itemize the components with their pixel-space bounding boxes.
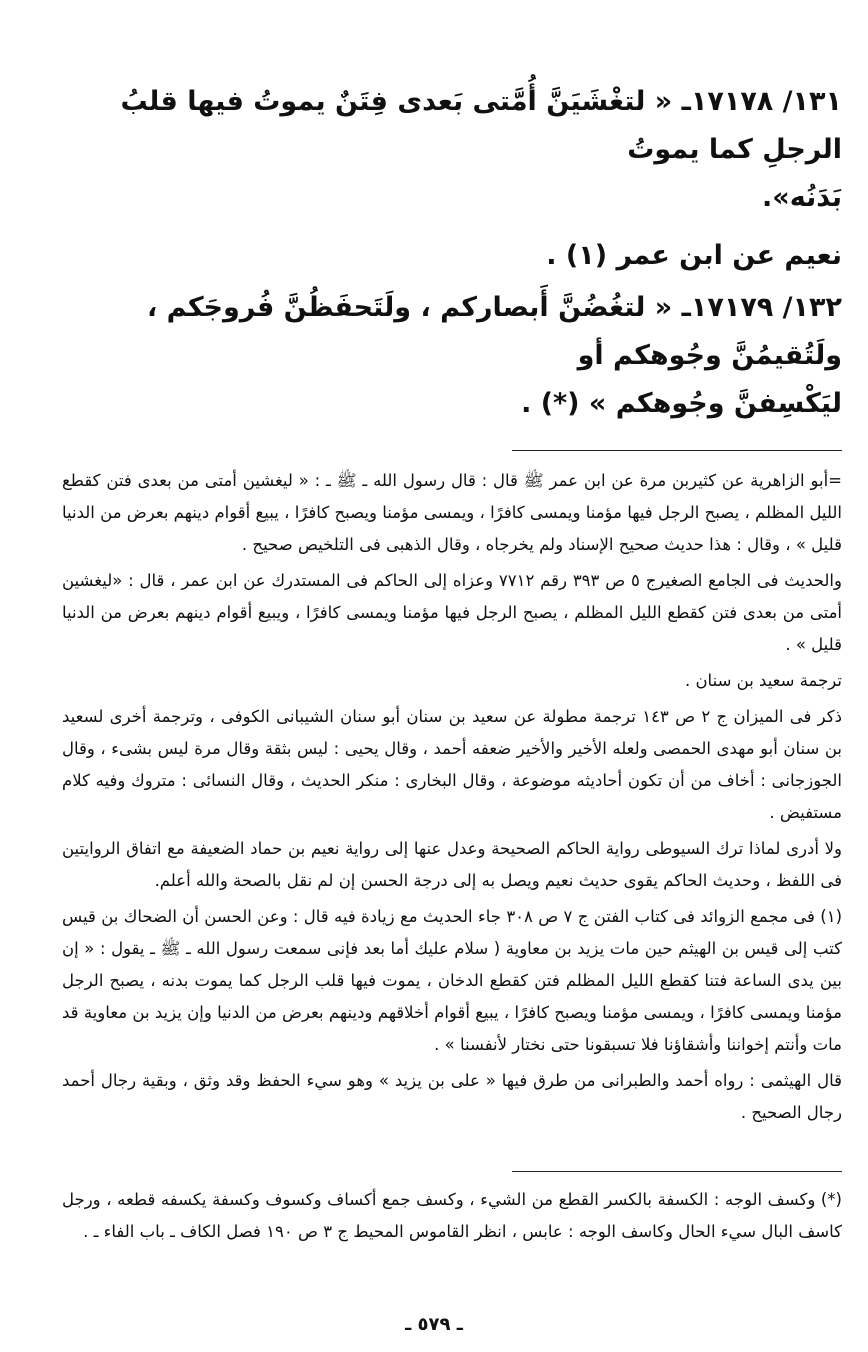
star-footnote-block [62, 1184, 842, 1248]
note-paragraph-5: ولا أدرى لماذا ترك السيوطى رواية الحاكم الصحيحة وعدل عنها إلى رواية نعيم بن حماد الضعيفة مع اتفاق الروايتين فى اللفظ ، وحديث الحاكم يقوى حديث نعيم ويصل به إلى درجة الحسن إن لم نقل بالصحة والله أعلم. [62, 839, 842, 890]
note-paragraph-2: والحديث فى الجامع الصغيرج ٥ ص ٣٩٣ رقم ٧٧١٢ وعزاه إلى الحاكم فى المستدرك عن ابن عمر ، قال : «ليغشين أمتى من بعدى فتن كقطع الليل المظلم ، يصبح الرجل فيها مؤمنا ويمسى كافرًا ، ويبيع أقوام دينهم بعرض من الدنيا قليل » . [62, 571, 842, 654]
note-paragraph-3: ترجمة سعيد بن سنان . [684, 671, 842, 690]
source-131: نعيم عن ابن عمر (١) . [546, 240, 842, 271]
note-paragraph-1: =أبو الزاهرية عن كثيربن مرة عن ابن عمر ﷺ قال : قال رسول الله ـ ﷺ ـ : « ليغشين أمتى من بعدى فتن كقطع الليل المظلم ، يصبح الرجل فيها مؤمنا ويمسى كافرًا ، ويمسى مؤمنا ويصبح كافرًا ، يبيع أقوام دينهم بعرض من الدنيا قليل » ، وقال : هذا حديث صحيح الإسناد ولم يخرجاه ، وقال الذهبى فى التلخيص صحيح . [62, 471, 842, 554]
hadith-131-line1: ١٣١/ ١٧١٧٨ـ « لتغْشَيَنَّ أُمَّتى بَعدى فِتَنٌ يموتُ فيها قلبُ الرجلِ كما يموتُ [120, 86, 842, 165]
star-footnote: (*) وكسف الوجه : الكسفة بالكسر القطع من الشيء ، وكسف جمع أكساف وكسوف وكسفة يكسفه قطعه ، ورجل كاسف البال سيء الحال وكاسف الوجه : عابس ، انظر القاموس المحيط ج ٣ ص ١٩٠ فصل الكاف ـ باب الفاء ـ . [62, 1190, 842, 1241]
footnote-1: (١) فى مجمع الزوائد فى كتاب الفتن ج ٧ ص ٣٠٨ جاء الحديث مع زيادة فيه قال : وعن الحسن أن الضحاك بن قيس كتب إلى قيس بن الهيثم حين مات يزيد بن معاوية ( سلام عليك أما بعد فإنى سمعت رسول الله ـ ﷺ ـ يقول : « إن بين يدى الساعة فتنا كقطع الليل المظلم فتن كقطع الدخان ، يموت فيها قلب الرجل كما يموت بدنه ، يصبح الرجل مؤمنا ويمسى كافرًا ، ويمسى مؤمنا ويصبح كافرًا ، يبيع أقوام أخلاقهم ودينهم بعرض من الدنيا وإن يزيد بن معاوية قد مات وأنتم إخواننا وأشقاؤنا فلا تسبقونا حتى نختار لأنفسنا » . [62, 907, 842, 1054]
commentary-notes [62, 465, 842, 1129]
footnote-1-continued: قال الهيثمى : رواه أحمد والطبرانى من طرق فيها « على بن يزيد » وهو سيء الحفظ وقد وثق ، وبقية رجال أحمد رجال الصحيح . [62, 1071, 842, 1122]
main-text [62, 78, 842, 428]
hadith-131 [62, 78, 842, 222]
page-content [62, 78, 842, 1248]
hadith-132 [62, 284, 842, 428]
hadith-131-line2: بَدَنُه». [762, 182, 842, 213]
page-number: ـ ٥٧٩ ـ [405, 1314, 463, 1335]
hadith-132-line1: ١٣٢/ ١٧١٧٩ـ « لتغُضُنَّ أَبصاركم ، ولَتَحفَظُنَّ فُروجَكم ، ولَتُقيمُنَّ وجُوهكم أو [147, 292, 842, 371]
hadith-132-line2: ليَكْسِفنَّ وجُوهكم » (*) . [521, 388, 842, 419]
main-divider [512, 450, 842, 451]
note-paragraph-4: ذكر فى الميزان ج ٢ ص ١٤٣ ترجمة مطولة عن سعيد بن سنان أبو سنان الشيبانى الكوفى ، وترجمة أخرى لسعيد بن سنان أبو مهدى الحمصى ولعله الأخير والأخير ضعفه أحمد ، وقال يحيى : ليس بثقة وقال مرة ليس بشىء ، وقال الجوزجانى : أخاف من أن تكون أحاديثه موضوعة ، وقال البخارى : منكر الحديث ، وقال النسائى : متروك وفيه كلام مستفيض . [62, 707, 842, 822]
footer-divider [512, 1171, 842, 1172]
